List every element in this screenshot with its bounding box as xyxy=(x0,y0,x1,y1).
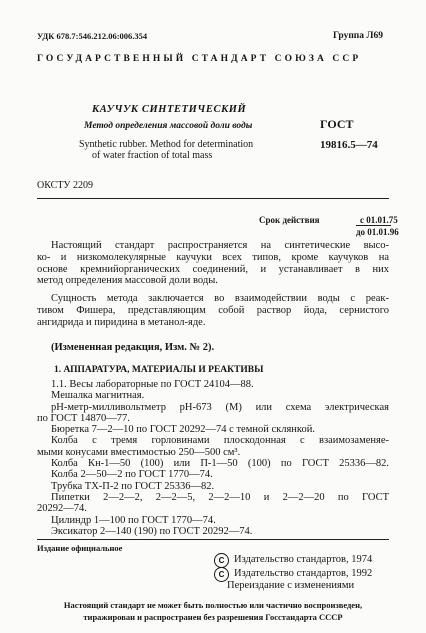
list-item: Колба с тремя горловинами плоскодонная с взаимозаменяе- xyxy=(51,435,389,447)
state-standard-banner: ГОСУДАРСТВЕННЫЙ СТАНДАРТ СОЮЗА ССР xyxy=(37,54,362,64)
title-english-line2: of water fraction of total mass xyxy=(92,150,213,161)
title-russian-subtitle: Метод определения массовой доли воды xyxy=(84,121,253,131)
validity-from: с 01.01.75 xyxy=(360,215,398,225)
validity-label: Срок действия xyxy=(259,215,320,225)
reprint-note: Переиздание с изменениями xyxy=(227,580,355,591)
list-item: Эксикатор 2—140 (190) по ГОСТ 20292—74. xyxy=(51,525,253,537)
copyright-icon: C xyxy=(214,553,229,568)
paragraph-scope xyxy=(37,240,389,287)
copyright-icon: C xyxy=(214,567,229,582)
list-item: по ГОСТ 14870—77. xyxy=(37,412,130,424)
official-edition-label: Издание официальное xyxy=(37,543,123,553)
list-item: 20292—74. xyxy=(37,503,87,515)
gost-label: ГОСТ xyxy=(320,117,354,131)
gost-number: 19816.5—74 xyxy=(320,139,378,151)
paragraph-line: Настоящий стандарт распространяется на синтетические высо- xyxy=(51,240,389,251)
copyright-text: Издательство стандартов, 1992 xyxy=(234,568,373,579)
list-item: мыми конусами вместимостью 250—500 см³. xyxy=(37,446,241,458)
list-item: Мешалка магнитная. xyxy=(51,390,145,402)
list-item: Трубка ТХ-П-2 по ГОСТ 25336—82. xyxy=(51,480,215,492)
paragraph-line: Сущность метода заключается во взаимодействии воды с реак- xyxy=(51,293,389,304)
amendment-note xyxy=(37,342,389,354)
equipment-list xyxy=(37,379,389,537)
list-item: Колба 2—50—2 по ГОСТ 1770—74. xyxy=(51,469,213,481)
divider xyxy=(37,198,389,199)
paragraph-line: (Измененная редакция, Изм. № 2). xyxy=(51,342,215,353)
group-code: Группа Л69 xyxy=(332,31,383,41)
list-item: Колба Кн-1—50 (100) или П-1—50 (100) по ГОСТ 25336—82. xyxy=(51,458,389,470)
copyright-1974 xyxy=(214,553,372,568)
list-item: 1.1. Весы лабораторные по ГОСТ 24104—88. xyxy=(51,379,254,390)
validity-to: до 01.01.96 xyxy=(356,227,399,237)
paragraph-line: метод определения массовой доли воды. xyxy=(37,275,218,287)
title-english-line1: Synthetic rubber. Method for determination xyxy=(79,139,254,150)
paragraph-essence xyxy=(37,293,389,328)
paragraph-line: ко- и низкомолекулярные каучуки всех типов, кроме каучуков на xyxy=(37,251,389,263)
divider xyxy=(37,539,389,540)
title-russian: КАУЧУК СИНТЕТИЧЕСКИЙ xyxy=(92,104,247,115)
list-item: Цилиндр 1—100 по ГОСТ 1770—74. xyxy=(51,514,216,526)
okstu-code: ОКСТУ 2209 xyxy=(37,180,94,191)
section-heading: 1. АППАРАТУРА, МАТЕРИАЛЫ И РЕАКТИВЫ xyxy=(54,365,264,375)
validity-separator xyxy=(356,225,391,226)
list-item: Бюретка 7—2—10 по ГОСТ 20292—74 с темной склянкой. xyxy=(51,424,315,436)
list-item: pH-метр-милливольтметр pH-673 (М) или схема электрическая xyxy=(51,401,389,413)
paragraph-line: тивом Фишера, представляющим собой раствор йода, сернистого xyxy=(37,304,389,316)
reproduction-notice-line1: Настоящий стандарт не может быть полностью или частично воспроизведен, xyxy=(63,600,363,610)
list-item: Пипетки 2—2—2, 2—2—5, 2—2—10 и 2—2—20 по ГОСТ xyxy=(51,491,389,503)
paragraph-line: ангидрида и пиридина в метанол-яде. xyxy=(37,316,206,328)
udk-code: УДК 678.7:546.212.06:006.354 xyxy=(37,31,148,41)
paragraph-line: основе кремнийорганических соединений, и устанавливает в них xyxy=(37,263,389,275)
reproduction-notice-line2: тиражирован и распространен без разрешения Госстандарта СССР xyxy=(83,612,343,622)
copyright-text: Издательство стандартов, 1974 xyxy=(234,554,373,565)
